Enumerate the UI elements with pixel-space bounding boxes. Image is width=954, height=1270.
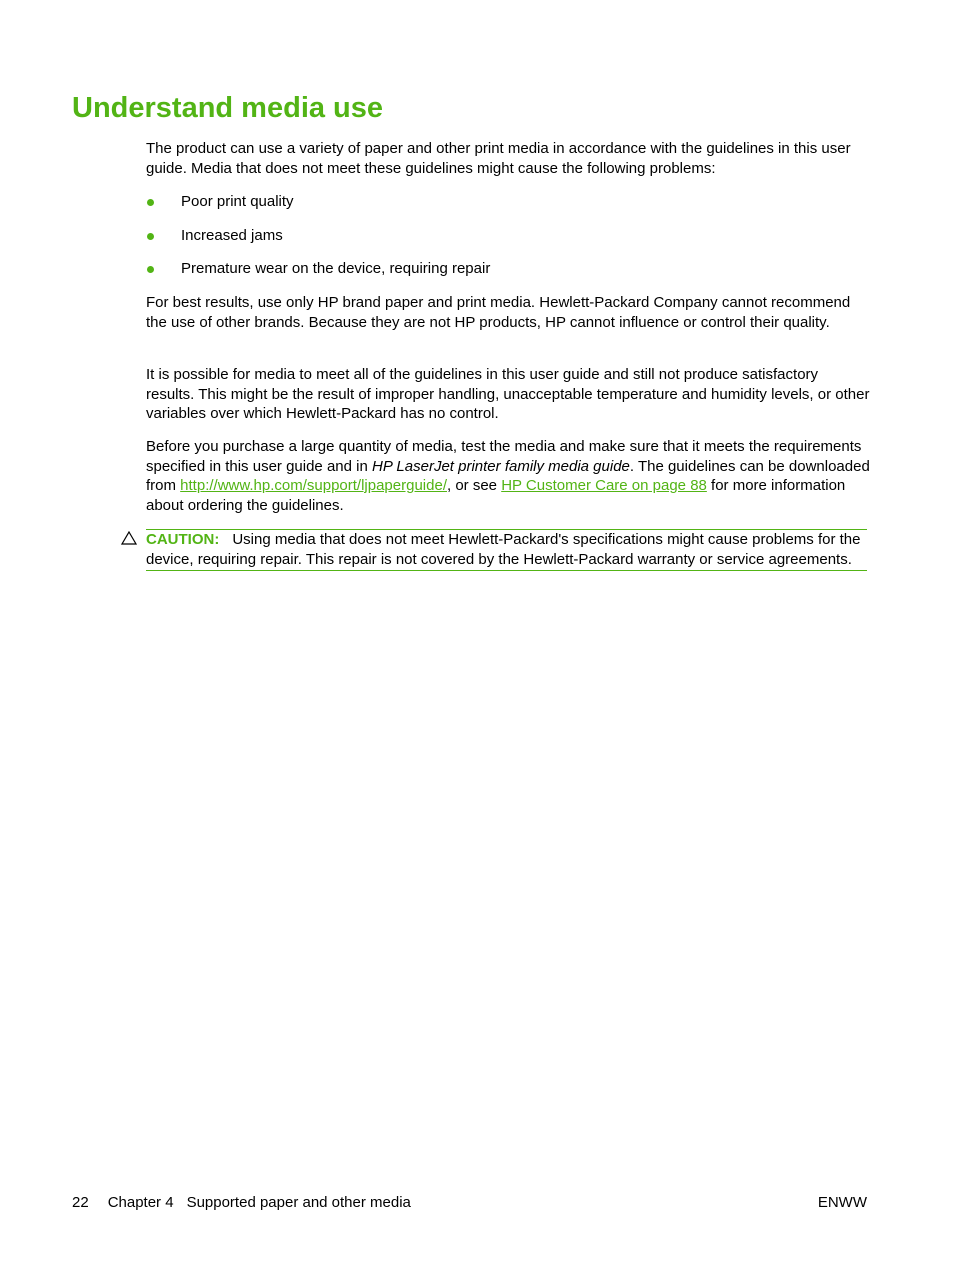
purchase-text-1: Before you purchase a large quantity of media, test the media and make sure that it meets the requirements specified in this user guide and in [146,438,862,475]
caution-label: CAUTION: [146,531,220,548]
page-number: 22 [72,1194,89,1211]
purchase-paragraph [146,437,870,515]
footer-left [72,1193,411,1212]
possible-paragraph: It is possible for media to meet all of the guidelines in this user guide and still not produce satisfactory results. This might be the result of improper handling, unacceptable temperature and humidity levels, or other variables over which Hewlett-Packard has no control. [146,366,870,422]
footer-right: ENWW [817,1194,867,1211]
page-title: Understand media use [72,92,384,124]
list-item [146,192,490,226]
chapter-label: Chapter 4 [107,1194,174,1211]
problem-list [146,192,490,293]
customer-care-link[interactable]: HP Customer Care on page 88 [501,477,707,494]
list-item [146,226,490,260]
section-label: Supported paper and other media [186,1194,411,1211]
purchase-text-4: for more information about ordering the guidelines. [146,477,846,514]
bullet-icon [147,199,154,206]
bullet-icon [147,233,154,240]
list-item-text: Premature wear on the device, requiring repair [181,260,491,277]
caution-text: Using media that does not meet Hewlett-Packard's specifications might cause problems for the device, requiring repair. This repair is not covered by the Hewlett-Packard warranty or service agreements. [146,531,861,568]
purchase-text-2: . The guidelines can be downloaded from [146,457,870,494]
purchase-text-3: , or see [447,477,502,494]
media-guide-title: HP LaserJet printer family media guide [371,457,630,475]
caution-note [146,529,867,571]
bullet-icon [147,266,154,273]
caution-triangle-icon [121,531,137,545]
intro-paragraph: The product can use a variety of paper and other print media in accordance with the guidelines in this user guide. Media that does not meet these guidelines might cause the following problems: [146,140,851,177]
list-item [146,259,490,293]
list-item-text: Poor print quality [181,193,294,210]
list-item-text: Increased jams [181,226,283,244]
best-results-paragraph: For best results, use only HP brand paper and print media. Hewlett-Packard Company cannot recommend the use of other brands. Because they are not HP products, HP cannot influence or control their quality. [146,294,851,331]
paperguide-url-link[interactable]: http://www.hp.com/support/ljpaperguide/ [180,477,447,494]
